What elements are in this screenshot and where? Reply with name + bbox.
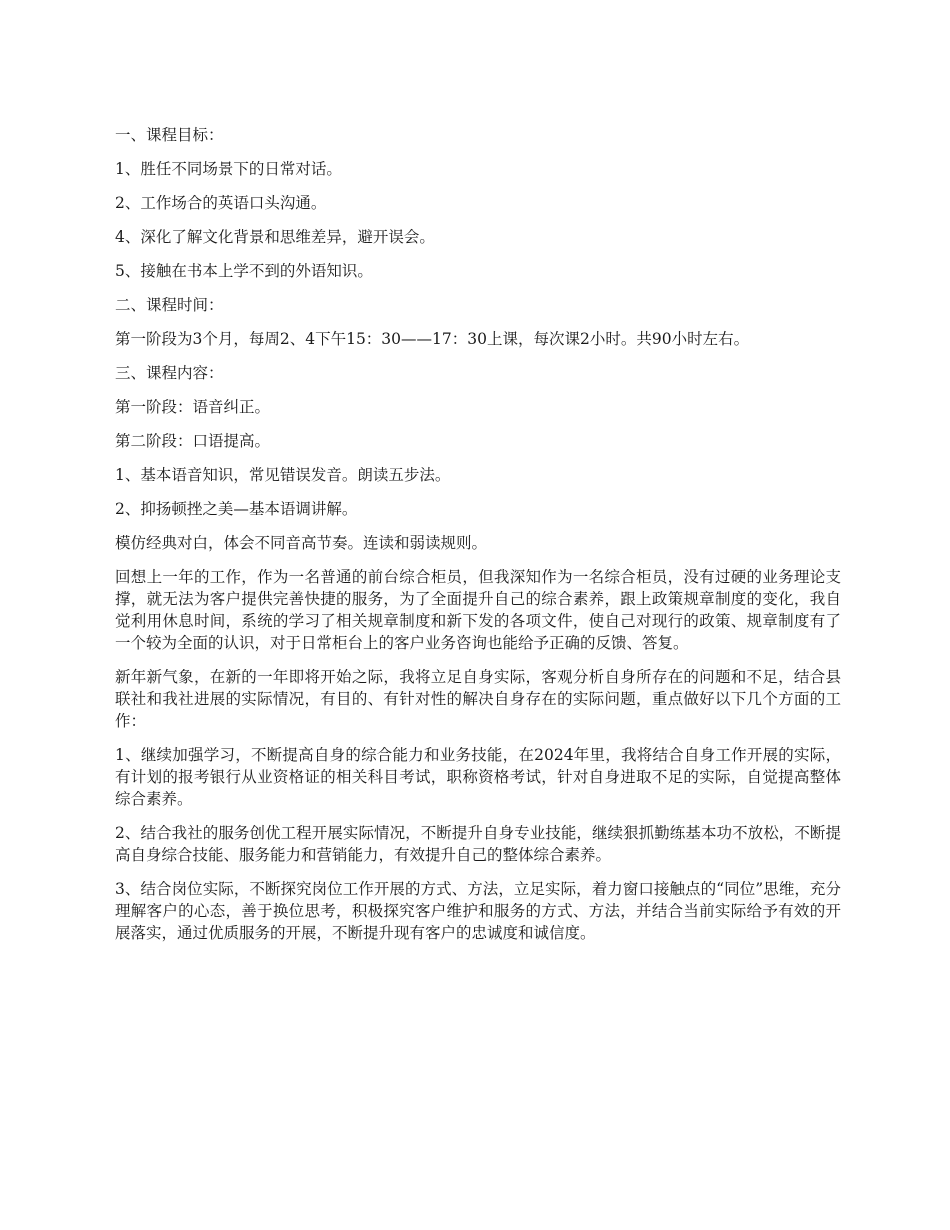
list-item: 2、结合我社的服务创优工程开展实际情况，不断提升自身专业技能，继续狠抓勤练基本功不放松，不断提高自身综合技能、服务能力和营销能力，有效提升自己的整体综合素养。 xyxy=(115,824,841,864)
paragraph: 回想上一年的工作，作为一名普通的前台综合柜员，但我深知作为一名综合柜员，没有过硬的业务理论支撑，就无法为客户提供完善快捷的服务，为了全面提升自己的综合素养，跟上政策规章制度的变化，我自觉利用休息时间，系统的学习了相关规章制度和新下发的各项文件，使自己对现行的政策、规章制度有了一个较为全面的认识，对于日常柜台上的客户业务咨询也能给予正确的反馈、答复。 xyxy=(115,568,841,652)
list-item: 第一阶段：语音纠正。 xyxy=(115,398,271,416)
paragraph: 新年新气象，在新的一年即将开始之际，我将立足自身实际，客观分析自身所存在的问题和不足，结合县联社和我社进展的实际情况，有目的、有针对性的解决自身存在的实际问题，重点做好以下几个方面的工作： xyxy=(115,668,841,730)
document-body xyxy=(115,124,841,956)
list-item: 2、工作场合的英语口头沟通。 xyxy=(115,194,327,212)
paragraph: 第一阶段为3个月，每周2、4下午15：30——17：30上课，每次课2小时。共90小时左右。 xyxy=(115,330,750,348)
list-item: 4、深化了解文化背景和思维差异，避开误会。 xyxy=(115,228,435,246)
list-item: 1、胜任不同场景下的日常对话。 xyxy=(115,160,342,178)
list-item: 1、继续加强学习，不断提高自身的综合能力和业务技能，在2024年里，我将结合自身工作开展的实际，有计划的报考银行从业资格证的相关科目考试，职称资格考试，针对自身进取不足的实际，自觉提高整体综合素养。 xyxy=(115,746,841,808)
list-item: 2、抑扬顿挫之美—基本语调讲解。 xyxy=(115,500,358,518)
list-item: 第二阶段：口语提高。 xyxy=(115,432,271,450)
heading-course-goals: 一、课程目标： xyxy=(115,126,224,144)
heading-course-content: 三、课程内容： xyxy=(115,364,224,382)
paragraph: 模仿经典对白，体会不同音高节奏。连读和弱读规则。 xyxy=(115,534,488,552)
list-item: 1、基本语音知识，常见错误发音。朗读五步法。 xyxy=(115,466,451,484)
list-item: 5、接触在书本上学不到的外语知识。 xyxy=(115,262,373,280)
heading-course-time: 二、课程时间： xyxy=(115,296,224,314)
list-item: 3、结合岗位实际，不断探究岗位工作开展的方式、方法，立足实际，着力窗口接触点的“同位”思维，充分理解客户的心态，善于换位思考，积极探究客户维护和服务的方式、方法，并结合当前实际给予有效的开展落实，通过优质服务的开展，不断提升现有客户的忠诚度和诚信度。 xyxy=(115,880,841,942)
